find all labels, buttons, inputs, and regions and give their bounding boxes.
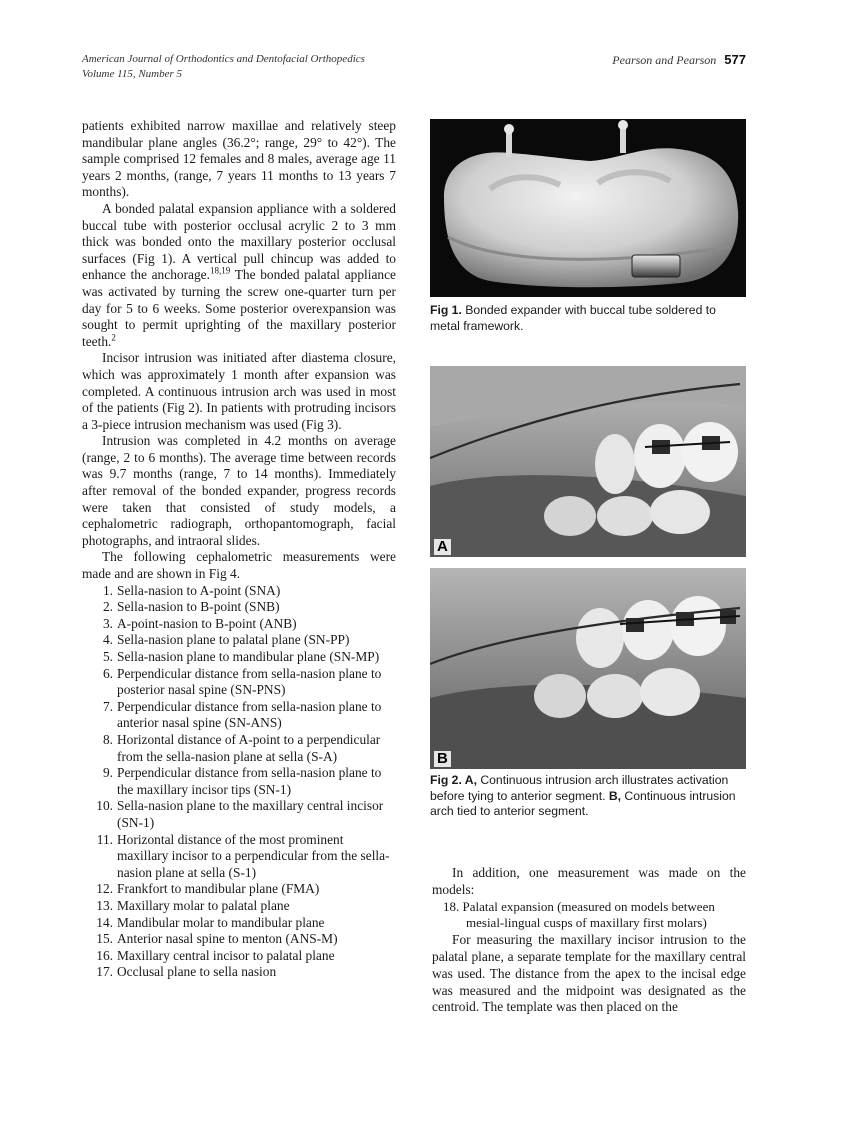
running-header-authors (612, 52, 746, 68)
intrusion-arch-activation-image (430, 366, 746, 557)
measurement-item (82, 616, 396, 633)
measurement-item (82, 931, 396, 948)
measurement-item (82, 765, 396, 798)
paragraph-2: A bonded palatal expansion appliance with a soldered buccal tube with posterior occlusal acrylic 2 to 3 mm thick was bonded onto the maxillary posterior occlusal surfaces (Fig 1). A vertical pull chincup was added to enhance the anchorage.$^{18,19}$ The bonded palatal appliance was activated by turning the screw one-quarter turn per day for 5 to 6 weeks. Some posterior overexpansion was sought to permit uprighting of the maxillary posterior teeth.$^2$ (82, 200, 397, 349)
running-header-journal (82, 52, 365, 82)
measurement-text: Sella-nasion plane to mandibular plane (SN-MP) (117, 649, 380, 664)
paragraph-models: In addition, one measurement was made on the models: (432, 865, 746, 897)
measurement-text: Sella-nasion plane to the maxillary central incisor (SN-1) (117, 798, 384, 830)
measurement-item (82, 599, 396, 616)
measurement-number: 16. (96, 947, 113, 963)
panel-label-b: B (434, 751, 451, 767)
measurement-number: 6. (102, 665, 113, 681)
measurement-number: 9. (102, 765, 113, 781)
right-column-text (432, 865, 746, 1016)
measurement-number: 14. (96, 914, 113, 930)
measurement-text: Sella-nasion plane to palatal plane (SN-PP) (117, 632, 350, 648)
measurement-number: 7. (102, 698, 113, 714)
measurement-item (82, 632, 396, 649)
measurement-item (82, 832, 396, 882)
measurement-item (82, 649, 396, 666)
citation: 18,19 (209, 265, 231, 276)
measurement-text: Anterior nasal spine to menton (ANS-M) (117, 931, 338, 947)
authors: Pearson and Pearson (612, 53, 717, 67)
figure-1-caption: Fig 1. Bonded expander with buccal tube soldered to metal framework. (430, 303, 716, 333)
measurement-number: 2. (102, 599, 113, 615)
measurement-item (82, 898, 396, 915)
paragraph-5: The following cephalometric measurements were made and are shown in Fig 4. (82, 549, 396, 582)
measurement-item (82, 915, 396, 932)
measurement-number: 13. (96, 897, 113, 913)
measurement-text: Maxillary central incisor to palatal plane (117, 947, 335, 963)
measurement-item (82, 881, 396, 898)
measurement-text: A-point-nasion to B-point (ANB) (117, 615, 297, 631)
measurement-text: Perpendicular distance from sella-nasion plane to the maxillary incisor tips (SN-1) (117, 765, 382, 797)
measurement-number: 11. (96, 831, 113, 847)
paragraph-4: Intrusion was completed in 4.2 months on average (range, 2 to 6 months). The average time between records was 9.7 months (range, 7 to 14 months). Immediately after removal of the bonded expander, progress records were taken that consisted of study models, a cephalometric radiograph, orthopantomograph, facial photographs, and intraoral slides. (82, 433, 396, 548)
measurement-text: Sella-nasion to A-point (SNA) (117, 582, 281, 598)
measurement-item (82, 583, 396, 600)
figure-1-photo (430, 119, 746, 297)
panel-label-a: A (434, 539, 451, 555)
citation: 2 (111, 332, 116, 343)
page-number: 577 (724, 52, 746, 67)
measurement-text: Horizontal distance of A-point to a perpendicular from the sella-nasion plane at sella (S-A) (117, 731, 381, 764)
measurement-item (82, 732, 396, 765)
measurement-text: Perpendicular distance from sella-nasion plane to anterior nasal spine (SN-ANS) (117, 698, 382, 731)
measurement-number: 17. (96, 964, 113, 980)
measurement-item (82, 798, 396, 831)
measurement-number: 12. (96, 881, 113, 897)
journal-volume: Volume 115, Number 5 (82, 68, 183, 80)
measurement-number: 3. (102, 615, 113, 631)
figure-2a-photo (430, 366, 746, 557)
left-column (82, 118, 396, 981)
paragraph-1: patients exhibited narrow maxillae and relatively steep mandibular plane angles (36.2°; range, 29° to 42°). The sample comprised 12 females and 8 males, average age 11 years 2 months, (range, 7 years 11 months to 13 years 7 months). (82, 118, 396, 200)
paragraph-3: Incisor intrusion was initiated after diastema closure, which was approximately 1 month after expansion was completed. A continuous intrusion arch was used in most of the patients (Fig 2). In patients with protruding incisors a 3-piece intrusion mechanism was used (Fig 3). (82, 350, 396, 432)
journal-title: American Journal of Orthodontics and Dentofacial Orthopedics (82, 53, 365, 65)
measurement-number: 15. (96, 931, 113, 947)
measurement-number: 5. (102, 649, 113, 664)
measurement-item (82, 964, 396, 981)
measurement-text: Horizontal distance of the most prominent maxillary incisor to a perpendicular from the sella-nasion plane at sella (S-1) (117, 831, 390, 880)
measurement-text: Perpendicular distance from sella-nasion plane to posterior nasal spine (SN-PNS) (117, 665, 382, 698)
measurement-item (82, 948, 396, 965)
measurement-list (82, 583, 396, 981)
measurement-number: 10. (96, 798, 113, 814)
measurement-text: Mandibular molar to mandibular plane (117, 914, 325, 930)
measurement-item (82, 666, 396, 699)
measurement-number: 8. (102, 731, 113, 747)
measurement-item-18: 18. Palatal expansion (measured on models between mesial-lingual cusps of maxillary first molars) (443, 898, 715, 931)
measurement-text: Sella-nasion to B-point (SNB) (117, 599, 280, 615)
figure-2b-photo (430, 568, 746, 769)
bonded-expander-image (430, 119, 746, 297)
measurement-text: Maxillary molar to palatal plane (117, 897, 290, 913)
measurement-text: Occlusal plane to sella nasion (117, 964, 277, 980)
measurement-number: 1. (102, 582, 113, 598)
measurement-item (82, 699, 396, 732)
figure-2-caption: Fig 2. A, Continuous intrusion arch illustrates activation before tying to anterior segment. B, Continuous intrusion arch tied to anterior segment. (430, 773, 736, 819)
measurement-number: 4. (102, 632, 113, 648)
paragraph-template: For measuring the maxillary incisor intrusion to the palatal plane, a separate template for the maxillary central was used. The distance from the apex to the incisal edge was measured and the midpoint was designated as the centroid. The template was then placed on the (432, 932, 746, 1015)
intrusion-arch-tied-image (430, 568, 746, 769)
measurement-text: Frankfort to mandibular plane (FMA) (117, 881, 320, 897)
